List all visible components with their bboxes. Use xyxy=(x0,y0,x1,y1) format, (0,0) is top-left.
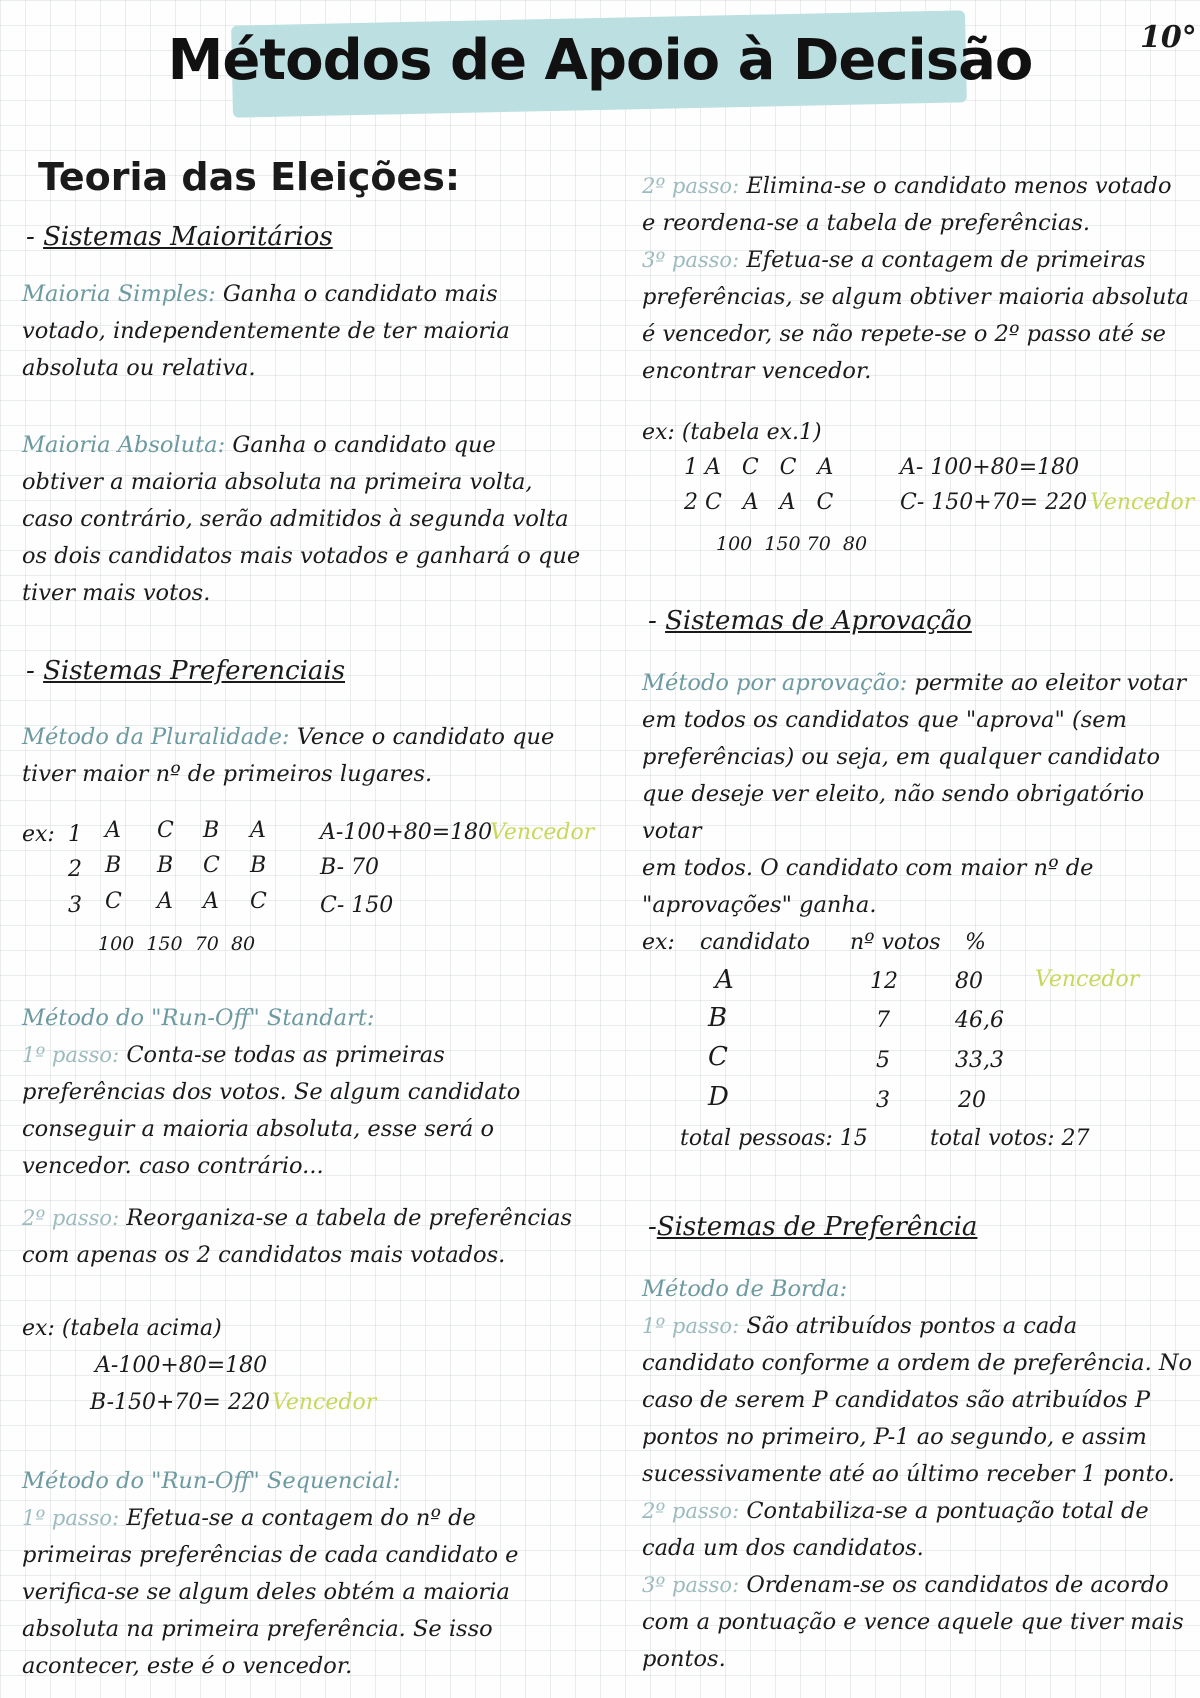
heading-aprovacao: - Sistemas de Aprovação xyxy=(648,606,972,636)
page-number: 10° xyxy=(1140,20,1197,55)
heading-maioritarios: - Sistemas Maioritários xyxy=(26,222,333,252)
column-header: candidato xyxy=(700,930,811,955)
winner-label: Vencedor xyxy=(490,820,595,845)
term: Método do "Run-Off" Sequencial: xyxy=(22,1468,401,1494)
page-title: Métodos de Apoio à Decisão xyxy=(167,28,1033,93)
term: Método de Borda: xyxy=(642,1276,848,1302)
maioria-simples: Maioria Simples: Ganha o candidato mais votado, independentemente de ter maioria absoluta ou relativa. xyxy=(22,281,510,381)
metodo-borda: Método de Borda: 1º passo: São atribuídos pontos a cada candidato conforme a ordem de preferência. No caso de serem P candidatos são atribuídos P pontos no primeiro, P-1 ao segundo, e assim sucessivamente até ao último receber 1 ponto. 2º passo: Contabiliza-se a pontuação total de cada um dos candidatos. 3º passo: Ordenam-se os candidatos de acordo com a pontuação e vence aquele que tiver mais pontos. xyxy=(642,1271,1198,1678)
heading-preferenciais: - Sistemas Preferenciais xyxy=(26,656,346,686)
term: Método da Pluralidade: xyxy=(22,724,290,750)
winner-label: Vencedor xyxy=(1090,490,1195,515)
term: Maioria Absoluta: xyxy=(22,432,226,458)
term: Método por aprovação: xyxy=(642,670,908,696)
winner-label: Vencedor xyxy=(1035,967,1140,992)
runoff-sequencial: Método do "Run-Off" Sequencial: 1º passo: Efetua-se a contagem do nº de primeiras preferências de cada candidato e verifica-se se algum deles obtém a maioria absoluta na primeira preferência. Se isso xyxy=(22,1463,592,1648)
total-people: total pessoas: 15 xyxy=(680,1126,868,1151)
heading-preferencia: -Sistemas de Preferência xyxy=(648,1212,978,1242)
table-row: C xyxy=(708,1042,728,1072)
term: Maioria Simples: xyxy=(22,281,216,307)
section-title: Teoria das Eleições: xyxy=(38,155,461,199)
sequencial-example: ex: (tabela ex.1) xyxy=(642,420,822,445)
column-header: % xyxy=(965,930,986,955)
term: Método do "Run-Off" Standart: xyxy=(22,1005,375,1031)
runoff-standart: Método do "Run-Off" Standart: 1º passo: Conta-se todas as primeiras preferências dos votos. Se algum candidato conseguir a maioria absoluta, esse será o vencedor. caso contrário... xyxy=(22,1000,592,1185)
sequencial-steps: 2º passo: Elimina-se o candidato menos votado e reordena-se a tabela de preferências. 3º passo: Efetua-se a contagem de primeiras preferências, se algum obtiver maioria absoluta é vencedor, se não repete-se o 2º passo até se encontrar vencedor. xyxy=(642,173,1189,384)
table-row: D xyxy=(708,1082,729,1112)
column-header: nº votos xyxy=(850,930,941,955)
table-row: A xyxy=(715,965,734,995)
metodo-pluralidade: Método da Pluralidade: Vence o candidato que tiver maior nº de primeiros lugares. xyxy=(22,724,555,787)
table-row: B xyxy=(708,1003,728,1033)
winner-label: Vencedor xyxy=(272,1390,377,1415)
runoff-standart-example: ex: (tabela acima) xyxy=(22,1316,222,1341)
maioria-absoluta: Maioria Absoluta: Ganha o candidato que obtiver a maioria absoluta na primeira volta, caso contrário, serão admitidos à segunda volta os dois candidatos mais votados e ganhará o que tiver mais votos. xyxy=(22,432,581,606)
total-votes: total votos: 27 xyxy=(930,1126,1090,1151)
metodo-aprovacao: Método por aprovação: permite ao eleitor votar em todos os candidatos que "aprova" (sem preferências) ou seja, em qualquer candidato que deseje ver eleito, não sendo obrigatório votar em todos. O candidato com maior nº de "aprovações" ganha. xyxy=(642,670,1187,918)
runoff-standart-step2: 2º passo: Reorganiza-se a tabela de preferências com apenas os 2 candidatos mais votados. xyxy=(22,1205,573,1268)
